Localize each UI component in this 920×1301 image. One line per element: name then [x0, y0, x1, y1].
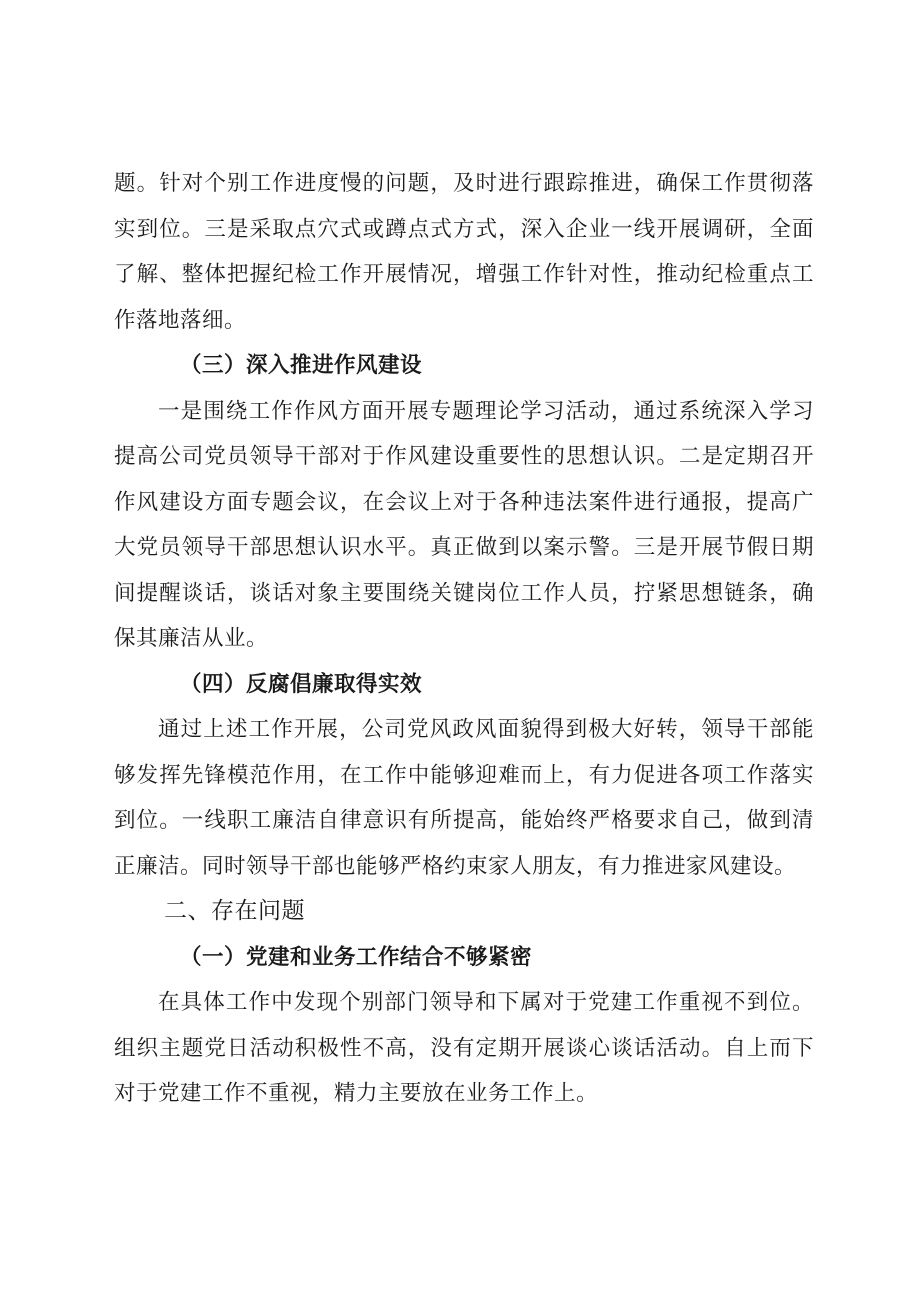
subheading-anti-corruption: （四）反腐倡廉取得实效: [180, 671, 423, 697]
subheading-style-building: （三）深入推进作风建设: [180, 353, 423, 378]
document-body: [114, 161, 814, 1117]
subheading-party-business: （一）党建和业务工作结合不够紧密: [180, 944, 533, 970]
paragraph-style-building: 一是围绕工作作风方面开展专题理论学习活动，通过系统深入学习提高公司党员领导干部对于作风建设重要性的思想认识。二是定期召开作风建设方面专题会议，在会议上对于各种违法案件进行通报，提高广大党员领导干部思想认识水平。真正做到以案示警。三是开展节假日期间提醒谈话，谈话对象主要围绕关键岗位工作人员，拧紧思想链条，确保其廉洁从业。: [114, 398, 814, 651]
paragraph-party-business: 在具体工作中发现个别部门领导和下属对于党建工作重视不到位。组织主题党日活动积极性不高，没有定期开展谈心谈话活动。自上而下对于党建工作不重视，精力主要放在业务工作上。: [114, 990, 814, 1106]
paragraph-continuation: 题。针对个别工作进度慢的问题，及时进行跟踪推进，确保工作贯彻落实到位。三是采取点穴式或蹲点式方式，深入企业一线开展调研，全面了解、整体把握纪检工作开展情况，增强工作针对性，推动纪检重点工作落地落细。: [114, 171, 814, 333]
paragraph-anti-corruption: 通过上述工作开展，公司党风政风面貌得到极大好转，领导干部能够发挥先锋模范作用，在工作中能够迎难而上，有力促进各项工作落实到位。一线职工廉洁自律意识有所提高，能始终严格要求自己，做到清正廉洁。同时领导干部也能够严格约束家人朋友，有力推进家风建设。: [114, 717, 814, 879]
section-heading-problems: 二、存在问题: [164, 898, 305, 924]
